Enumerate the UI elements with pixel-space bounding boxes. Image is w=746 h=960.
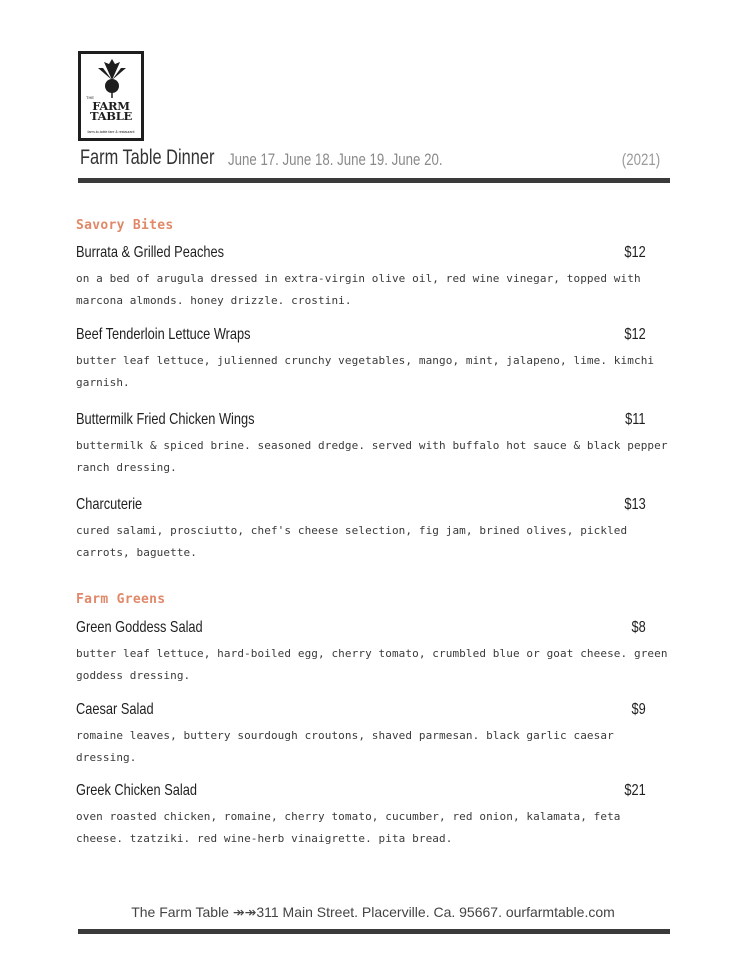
logo-line-farm: FARM <box>92 99 130 113</box>
item-price: $8 <box>631 619 646 636</box>
item-description: on a bed of arugula dressed in extra-virgin olive oil, red wine vinegar, topped with marcona almonds. honey drizzle. crostini. <box>76 272 641 307</box>
event-dates: June 17. June 18. June 19. June 20. <box>228 150 443 169</box>
logo-tagline: farm-to-table fare & restaurant <box>87 130 135 134</box>
logo-line-table: TABLE <box>90 109 132 123</box>
item-description: butter leaf lettuce, hard-boiled egg, cherry tomato, crumbled blue or goat cheese. green goddess dressing. <box>76 647 668 682</box>
item-price: $12 <box>624 326 646 343</box>
item-description: romaine leaves, buttery sourdough croutons, shaved parmesan. black garlic caesar dressing. <box>76 729 614 764</box>
item-name: Beef Tenderloin Lettuce Wraps <box>76 326 251 343</box>
item-description: oven roasted chicken, romaine, cherry tomato, cucumber, red onion, kalamata, feta cheese. tzatziki. red wine-herb vinaigrette. pita bread. <box>76 810 621 845</box>
item-description: butter leaf lettuce, julienned crunchy vegetables, mango, mint, jalapeno, lime. kimchi garnish. <box>76 354 655 389</box>
beet-icon <box>94 58 130 98</box>
item-price: $21 <box>624 782 646 799</box>
event-year: (2021) <box>621 150 660 169</box>
header-divider <box>78 178 670 183</box>
section-title-savory-bites: Savory Bites <box>76 218 174 233</box>
item-description: cured salami, prosciutto, chef's cheese selection, fig jam, brined olives, pickled carrots, baguette. <box>76 524 628 559</box>
item-price: $12 <box>624 244 646 261</box>
item-name: Green Goddess Salad <box>76 619 203 636</box>
footer-divider <box>78 929 670 934</box>
page-title: Farm Table Dinner <box>80 146 215 169</box>
menu-header <box>80 144 670 174</box>
footer-address: The Farm Table ↠↠311 Main Street. Placerville. Ca. 95667. ourfarmtable.com <box>131 904 615 920</box>
item-price: $9 <box>631 701 646 718</box>
item-description: buttermilk & spiced brine. seasoned dredge. served with buffalo hot sauce & black pepper ranch dressing. <box>76 439 668 474</box>
item-name: Charcuterie <box>76 496 143 513</box>
item-name: Burrata & Grilled Peaches <box>76 244 224 261</box>
logo-wordmark <box>81 101 141 121</box>
logo-the: THE <box>86 95 94 100</box>
item-name: Buttermilk Fried Chicken Wings <box>76 411 255 428</box>
section-title-farm-greens: Farm Greens <box>76 592 166 607</box>
item-name: Greek Chicken Salad <box>76 782 197 799</box>
farm-table-logo <box>78 51 144 141</box>
item-name: Caesar Salad <box>76 701 154 718</box>
item-price: $13 <box>624 496 646 513</box>
item-price: $11 <box>625 411 646 428</box>
